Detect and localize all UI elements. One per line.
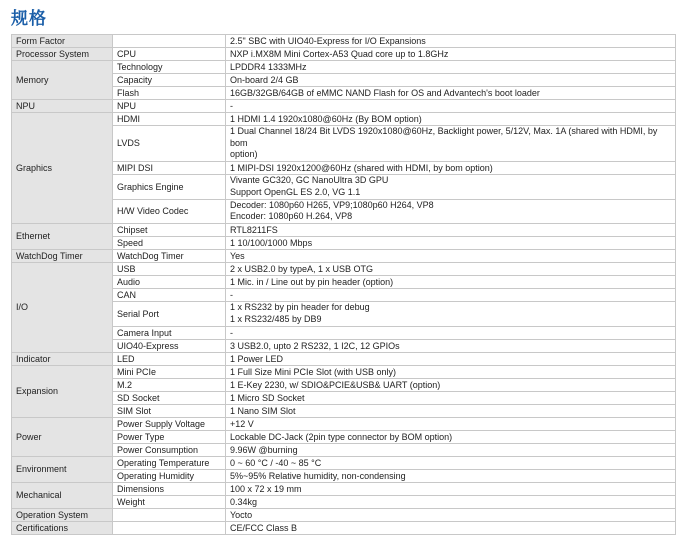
item-cell: Weight [113,495,226,508]
item-cell: SD Socket [113,391,226,404]
category-cell: I/O [12,262,113,352]
category-cell: Operation System [12,508,113,521]
item-cell [113,508,226,521]
category-cell: Processor System [12,48,113,61]
table-row [12,352,676,365]
table-row [12,35,676,48]
spec-table [11,34,676,535]
value-cell: CE/FCC Class B [226,521,676,534]
value-cell: 3 USB2.0, upto 2 RS232, 1 I2C, 12 GPIOs [226,339,676,352]
category-cell: WatchDog Timer [12,249,113,262]
category-cell: Memory [12,61,113,100]
value-line: 1 x RS232 by pin header for debug [230,302,370,312]
value-cell: 0 ~ 60 °C / -40 ~ 85 °C [226,456,676,469]
value-cell [226,126,676,162]
value-cell: 2.5" SBC with UIO40-Express for I/O Expansions [226,35,676,48]
value-cell: 1 MIPI-DSI 1920x1200@60Hz (shared with HDMI, by bom option) [226,161,676,174]
table-row [12,48,676,61]
item-cell [113,521,226,534]
value-line: Encoder: 1080p60 H.264, VP8 [230,211,353,221]
item-cell: Dimensions [113,482,226,495]
value-cell: LPDDR4 1333MHz [226,61,676,74]
category-cell: Form Factor [12,35,113,48]
item-cell: Speed [113,236,226,249]
item-cell: Audio [113,275,226,288]
item-cell: M.2 [113,378,226,391]
value-cell: Yes [226,249,676,262]
value-cell [226,174,676,199]
item-cell: Technology [113,61,226,74]
item-cell: CPU [113,48,226,61]
value-cell: 1 Mic. in / Line out by pin header (option) [226,275,676,288]
item-cell: MIPI DSI [113,161,226,174]
item-cell: Operating Humidity [113,469,226,482]
value-line: option) [230,149,258,159]
value-line: Support OpenGL ES 2.0, VG 1.1 [230,186,361,197]
value-cell: 1 Full Size Mini PCIe Slot (with USB only) [226,365,676,378]
table-row [12,365,676,378]
table-row [12,223,676,236]
value-cell: Yocto [226,508,676,521]
value-cell: Lockable DC-Jack (2pin type connector by BOM option) [226,430,676,443]
item-cell: Power Consumption [113,443,226,456]
item-cell: Camera Input [113,326,226,339]
category-cell: NPU [12,100,113,113]
item-cell: Serial Port [113,301,226,326]
item-cell: HDMI [113,113,226,126]
value-cell: 2 x USB2.0 by typeA, 1 x USB OTG [226,262,676,275]
item-cell: USB [113,262,226,275]
category-cell: Mechanical [12,482,113,508]
item-cell: H/W Video Codec [113,199,226,223]
table-row [12,417,676,430]
value-cell: - [226,326,676,339]
value-cell: 9.96W @burning [226,443,676,456]
item-cell [113,35,226,48]
category-cell: Power [12,417,113,456]
item-cell: NPU [113,100,226,113]
item-cell: Power Supply Voltage [113,417,226,430]
value-cell: 16GB/32GB/64GB of eMMC NAND Flash for OS and Advantech's boot loader [226,87,676,100]
value-cell: On-board 2/4 GB [226,74,676,87]
value-line: Vivante GC320, GC NanoUltra 3D GPU [230,175,389,185]
item-cell: Flash [113,87,226,100]
item-cell: UIO40-Express [113,339,226,352]
category-cell: Environment [12,456,113,482]
value-cell: 1 HDMI 1.4 1920x1080@60Hz (By BOM option) [226,113,676,126]
item-cell: Capacity [113,74,226,87]
category-cell: Graphics [12,113,113,224]
value-cell [226,301,676,326]
table-row [12,249,676,262]
value-cell: 1 Power LED [226,352,676,365]
table-row [12,100,676,113]
table-row [12,456,676,469]
item-cell: SIM Slot [113,404,226,417]
value-cell: 0.34kg [226,495,676,508]
category-cell: Expansion [12,365,113,417]
value-cell: 1 E-Key 2230, w/ SDIO&PCIE&USB& UART (option) [226,378,676,391]
value-line: 1 x RS232/485 by DB9 [230,313,322,324]
value-cell: 1 Nano SIM Slot [226,404,676,417]
table-row [12,61,676,74]
value-cell: - [226,100,676,113]
table-row [12,262,676,275]
value-cell: - [226,288,676,301]
value-cell: +12 V [226,417,676,430]
category-cell: Ethernet [12,223,113,249]
value-line: 1 Dual Channel 18/24 Bit LVDS 1920x1080@60Hz, Backlight power, 5/12V, Max. 1A (shared with HDMI, by bom [230,126,658,148]
item-cell: WatchDog Timer [113,249,226,262]
table-row [12,508,676,521]
item-cell: Graphics Engine [113,174,226,199]
page-title: 规格 [11,9,47,29]
value-cell: 1 10/100/1000 Mbps [226,236,676,249]
item-cell: LVDS [113,126,226,162]
value-cell [226,199,676,223]
table-row [12,482,676,495]
item-cell: Chipset [113,223,226,236]
value-cell: 5%~95% Relative humidity, non-condensing [226,469,676,482]
category-cell: Certifications [12,521,113,534]
category-cell: Indicator [12,352,113,365]
value-line: Decoder: 1080p60 H265, VP9;1080p60 H264, VP8 [230,199,434,210]
value-cell: 100 x 72 x 19 mm [226,482,676,495]
value-cell: RTL8211FS [226,223,676,236]
value-cell: NXP i.MX8M Mini Cortex-A53 Quad core up to 1.8GHz [226,48,676,61]
item-cell: CAN [113,288,226,301]
item-cell: Power Type [113,430,226,443]
table-row [12,113,676,126]
item-cell: LED [113,352,226,365]
value-cell: 1 Micro SD Socket [226,391,676,404]
item-cell: Mini PCIe [113,365,226,378]
table-row [12,521,676,534]
item-cell: Operating Temperature [113,456,226,469]
